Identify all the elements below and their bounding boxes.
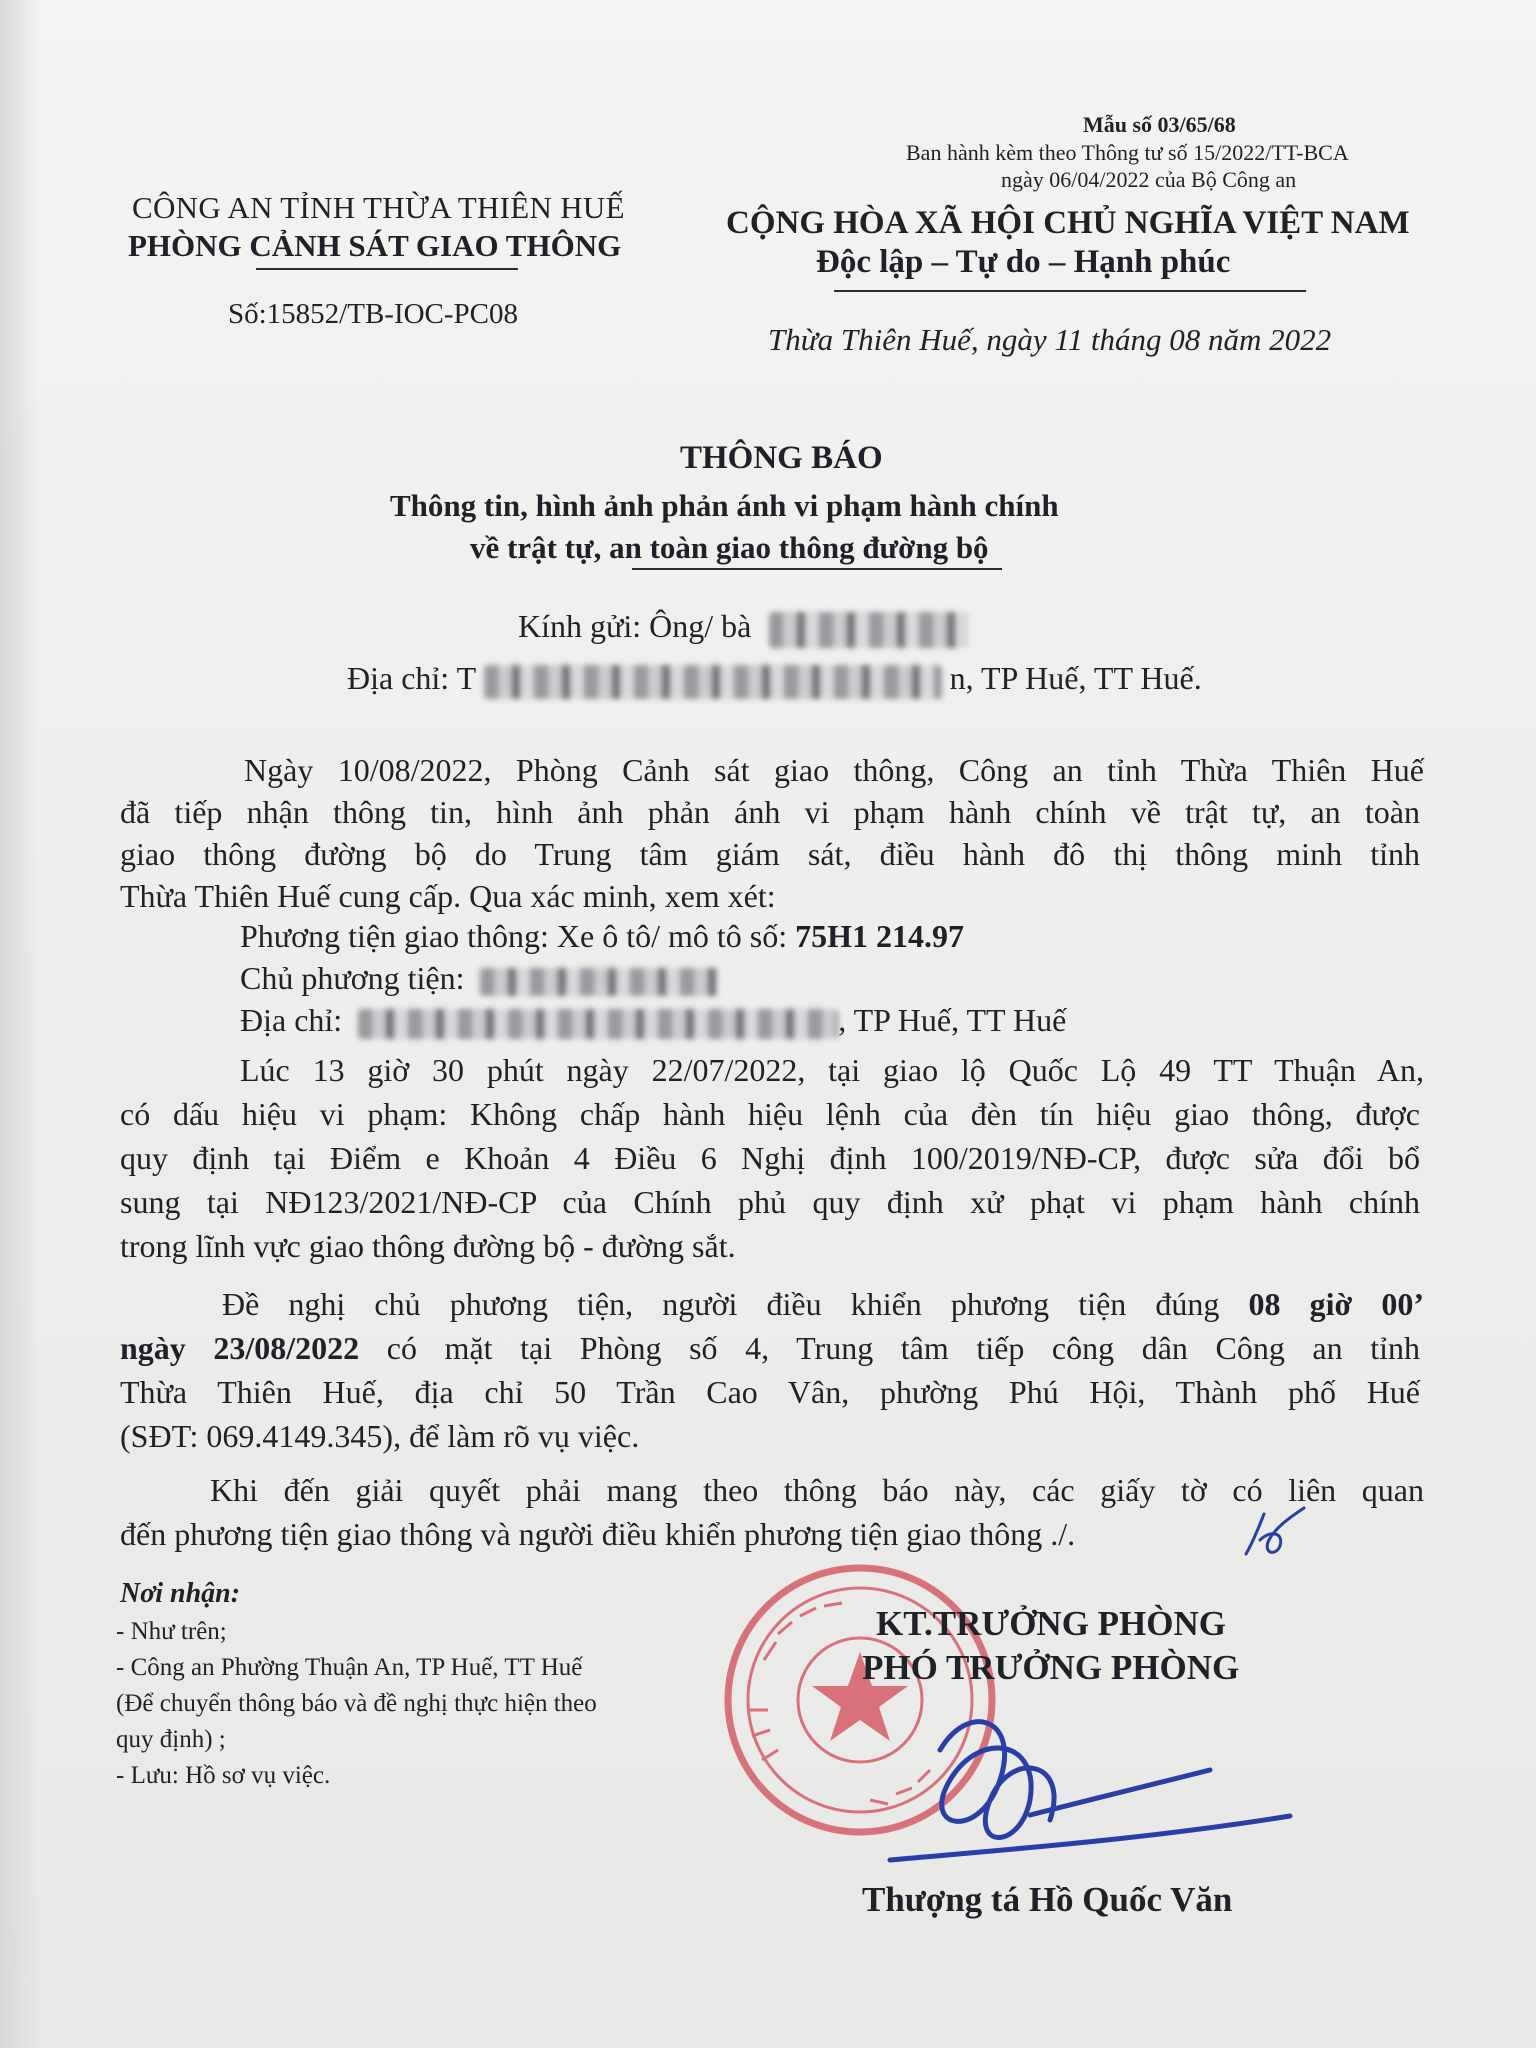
vehicle-label: Phương tiện giao thông: Xe ô tô/ mô tô số: — [240, 918, 796, 954]
owner-address-line — [240, 1002, 1066, 1039]
recipients-item-5: - Lưu: Hồ sơ vụ việc. — [116, 1762, 331, 1789]
body-p2-line2: có dấu hiệu vi phạm: Không chấp hành hiệu lệnh của đèn tín hiệu giao thông, được — [120, 1096, 1420, 1132]
form-issued-line1: Ban hành kèm theo Thông tư số 15/2022/TT-BCA — [906, 140, 1349, 165]
signature-title-1: KT.TRƯỞNG PHÒNG — [876, 1604, 1226, 1643]
redacted-recipient-name — [769, 612, 969, 648]
redacted-owner-name — [480, 968, 718, 996]
motto-underline — [834, 290, 1306, 292]
body-p3-line2 — [120, 1328, 1420, 1368]
notice-subtitle-1: Thông tin, hình ảnh phản ánh vi phạm hành chính — [390, 488, 1059, 523]
recipients-item-2: - Công an Phường Thuận An, TP Huế, TT Huế — [116, 1654, 583, 1681]
nation-motto: Độc lập – Tự do – Hạnh phúc — [816, 244, 1231, 280]
issuer-underline — [256, 268, 518, 270]
notice-subtitle-2: về trật tự, an toàn giao thông đường bộ — [470, 530, 989, 565]
body-p1-line4: Thừa Thiên Huế cung cấp. Qua xác minh, xem xét: — [120, 878, 776, 914]
form-issued-line2: ngày 06/04/2022 của Bộ Công an — [1001, 167, 1297, 192]
signature-title-2: PHÓ TRƯỞNG PHÒNG — [862, 1648, 1240, 1687]
nation-name: CỘNG HÒA XÃ HỘI CHỦ NGHĨA VIỆT NAM — [726, 205, 1410, 241]
appointment-date: ngày 23/08/2022 — [120, 1330, 360, 1366]
recipients-item-1: - Như trên; — [116, 1618, 227, 1645]
body-p3-line4: (SĐT: 069.4149.345), để làm rõ vụ việc. — [120, 1418, 640, 1454]
body-p4-line1: Khi đến giải quyết phải mang theo thông báo này, các giấy tờ có liên quan — [210, 1472, 1424, 1508]
recipient-line — [518, 608, 969, 648]
signer-name: Thượng tá Hồ Quốc Văn — [862, 1880, 1233, 1919]
body-p3-line2-text: có mặt tại Phòng số 4, Trung tâm tiếp công dân Công an tỉnh — [359, 1330, 1421, 1366]
recipients-item-4: quy định) ; — [116, 1726, 226, 1753]
owner-address-label: Địa chỉ: — [240, 1002, 343, 1038]
issuer-agency: CÔNG AN TỈNH THỪA THIÊN HUẾ — [132, 190, 625, 225]
notice-title: THÔNG BÁO — [680, 440, 883, 476]
body-p4-line2: đến phương tiện giao thông và người điều khiển phương tiện giao thông ./. — [120, 1516, 1076, 1552]
initial-mark — [1240, 1502, 1310, 1562]
body-p3-line1 — [222, 1284, 1424, 1324]
vehicle-plate: 75H1 214.97 — [795, 918, 965, 954]
document-number: Số:15852/TB-IOC-PC08 — [228, 298, 519, 330]
body-p2-line5: trong lĩnh vực giao thông đường bộ - đường sắt. — [120, 1228, 736, 1264]
body-p2-line4: sung tại NĐ123/2021/NĐ-CP của Chính phủ quy định xử phạt vi phạm hành chính — [120, 1184, 1420, 1220]
redacted-owner-address — [358, 1009, 838, 1039]
body-p1-line2: đã tiếp nhận thông tin, hình ảnh phản ánh vi phạm hành chính về trật tự, an toàn — [120, 794, 1420, 830]
recipients-item-3: (Để chuyển thông báo và đề nghị thực hiện theo — [116, 1690, 597, 1717]
appointment-time: 08 giờ 00’ — [1248, 1286, 1425, 1322]
title-underline — [632, 568, 1002, 570]
body-p3-line1-text: Đề nghị chủ phương tiện, người điều khiển phương tiện đúng — [222, 1286, 1249, 1322]
owner-line — [240, 960, 718, 997]
recipients-heading: Nơi nhận: — [120, 1578, 241, 1609]
redacted-recipient-address — [484, 665, 942, 699]
place-date: Thừa Thiên Huế, ngày 11 tháng 08 năm 2022 — [768, 322, 1332, 357]
vehicle-line — [240, 918, 964, 955]
recipient-salutation: Kính gửi: Ông/ bà — [518, 608, 752, 644]
recipient-address-line — [347, 660, 1202, 699]
body-p1-line3: giao thông đường bộ do Trung tâm giám sát, điều hành đô thị thông minh tỉnh — [120, 836, 1420, 872]
form-number: Mẫu số 03/65/68 — [1083, 112, 1236, 137]
body-p3-line3: Thừa Thiên Huế, địa chỉ 50 Trần Cao Vân, phường Phú Hội, Thành phố Huế — [120, 1374, 1420, 1410]
owner-label: Chủ phương tiện: — [240, 960, 465, 996]
recipient-address-tail: n, TP Huế, TT Huế. — [949, 660, 1202, 696]
body-p2-line3: quy định tại Điểm e Khoản 4 Điều 6 Nghị định 100/2019/NĐ-CP, được sửa đổi bổ — [120, 1140, 1420, 1176]
recipient-address-label: Địa chỉ: T — [347, 660, 476, 696]
handwritten-signature — [880, 1690, 1300, 1870]
issuer-department: PHÒNG CẢNH SÁT GIAO THÔNG — [128, 228, 622, 263]
body-p1-line1: Ngày 10/08/2022, Phòng Cảnh sát giao thông, Công an tỉnh Thừa Thiên Huế — [244, 752, 1424, 788]
page-edge-shadow — [0, 0, 40, 2048]
owner-address-tail: , TP Huế, TT Huế — [838, 1002, 1067, 1038]
body-p2-line1: Lúc 13 giờ 30 phút ngày 22/07/2022, tại giao lộ Quốc Lộ 49 TT Thuận An, — [240, 1052, 1424, 1088]
